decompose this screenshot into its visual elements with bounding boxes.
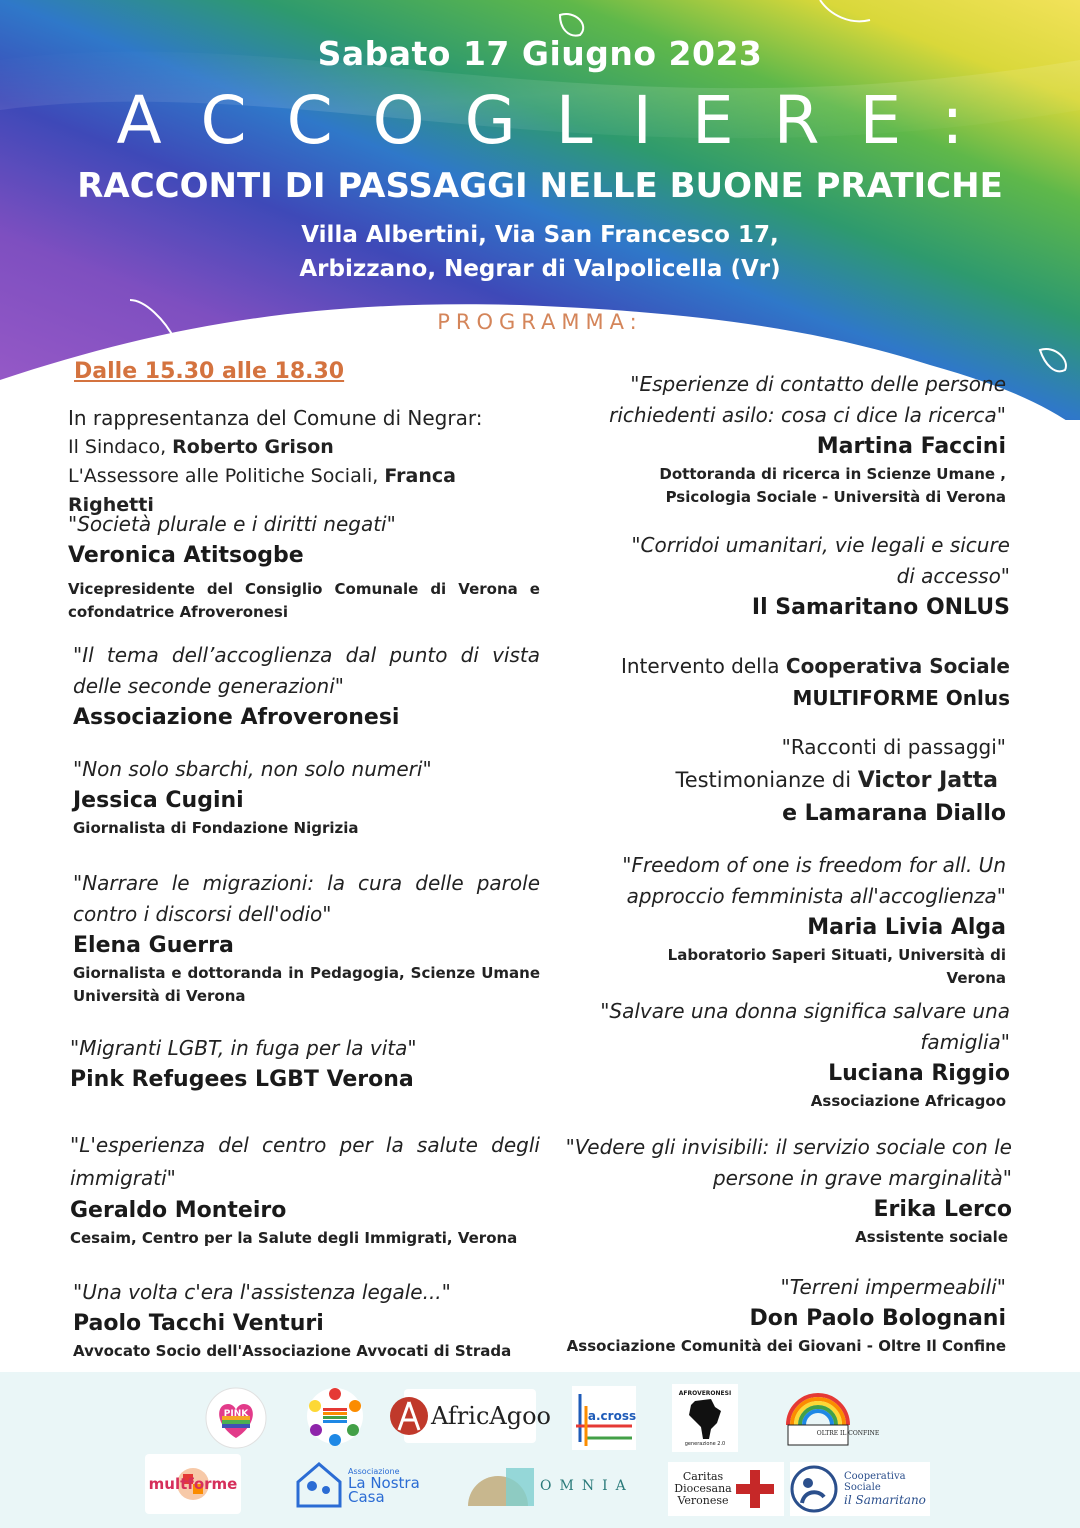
speaker-role: Laboratorio Saperi Situati, Università di Verona [667, 946, 1006, 987]
africagoo-icon [389, 1396, 429, 1436]
speaker-name: Jessica Cugini [73, 788, 244, 813]
people-circle-icon [303, 1384, 367, 1448]
samaritano-text: Cooperativa Sociale il Samaritano [844, 1471, 926, 1507]
venue-line-2: Arbizzano, Negrar di Valpolicella (Vr) [299, 256, 781, 282]
venue-line-1: Villa Albertini, Via San Francesco 17, [301, 222, 779, 248]
omnia-logo [466, 1464, 636, 1508]
speaker-name: Maria Livia Alga [807, 915, 1006, 940]
talk-title: "Esperienze di contatto delle persone richiedenti asilo: cosa ci dice la ricerca" [609, 372, 1006, 427]
speaker-role: Dottoranda di ricerca in Scienze Umane , Psicologia Sociale - Università di Verona [659, 465, 1006, 506]
svg-text:PINK: PINK [223, 1409, 249, 1419]
talk-intro: Testimonianze di Victor Jatta [675, 768, 998, 793]
talk-title: "Freedom of one is freedom for all. Un approccio femminista all'accoglienza" [622, 853, 1006, 908]
program-item [560, 732, 1010, 830]
speaker-name: Pink Refugees LGBT Verona [70, 1067, 414, 1092]
speaker-name: e Lamarana Diallo [782, 801, 1006, 826]
event-date: Sabato 17 Giugno 2023 [317, 34, 763, 73]
comune-line-2: L'Assessore alle Politiche Sociali, Franca Righetti [68, 465, 456, 516]
talk-title: "Racconti di passaggi" [781, 735, 1006, 759]
speaker-name: Paolo Tacchi Venturi [73, 1311, 324, 1336]
speaker-name: Veronica Atitsogbe [68, 543, 304, 568]
comune-line-1: Il Sindaco, Roberto Grison [68, 436, 334, 458]
africa-map-icon [685, 1397, 725, 1441]
africagoo-logo [404, 1389, 551, 1443]
speaker-name: Geraldo Monteiro [70, 1198, 287, 1223]
program-item [68, 1277, 540, 1363]
talk-title: "Terreni impermeabili" [780, 1275, 1006, 1299]
program-left-column [68, 356, 540, 1360]
omnia-text: OMNIA [540, 1478, 634, 1494]
program-heading: PROGRAMMA: [437, 310, 643, 334]
speaker-role: Cesaim, Centro per la Salute degli Immigrati, Verona [70, 1229, 518, 1247]
house-people-icon [294, 1460, 344, 1510]
program-item [68, 1129, 540, 1250]
talk-title: "Corridoi umanitari, vie legali e sicure di accesso" [631, 533, 1010, 588]
program-item [68, 509, 540, 624]
speaker-name: Martina Faccini [816, 434, 1006, 459]
samaritano-icon [790, 1465, 838, 1513]
program-item [68, 640, 540, 734]
program-item [560, 996, 1010, 1113]
speaker-name: Don Paolo Bolognani [749, 1306, 1006, 1331]
talk-title: "Migranti LGBT, in fuga per la vita" [70, 1036, 417, 1060]
program-item [68, 868, 540, 1008]
comune-intro: In rappresentanza del Comune di Negrar: [68, 406, 483, 430]
africagoo-text: AfricAgoo [431, 1402, 551, 1430]
talk-title: "L'esperienza del centro per la salute degli immigrati" [70, 1133, 540, 1190]
event-subtitle: RACCONTI DI PASSAGGI NELLE BUONE PRATICHE [77, 166, 1003, 206]
multiforme-text: multforme [148, 1475, 238, 1493]
across-icon [572, 1386, 636, 1450]
community-circle-logo [303, 1384, 367, 1448]
pink-refugees-logo [204, 1386, 268, 1450]
across-logo [572, 1386, 636, 1450]
talk-title: "Il tema dell’accoglienza dal punto di vista delle seconde generazioni" [73, 643, 540, 698]
speaker-role: Vicepresidente del Consiglio Comunale di Verona e cofondatrice Afroveronesi [68, 580, 540, 621]
program-item [560, 369, 1010, 509]
talk-title: "Vedere gli invisibili: il servizio sociale con le persone in grave marginalità" [565, 1135, 1012, 1190]
oltre-il-confine-logo [782, 1385, 880, 1449]
program-item [560, 850, 1010, 990]
caritas-cross-icon [732, 1466, 778, 1512]
speaker-role: Associazione Africagoo [810, 1092, 1006, 1110]
program-item [560, 1272, 1010, 1358]
afroveronesi-top-text: AFROVERONESI [678, 1389, 732, 1397]
afroveronesi-logo [672, 1384, 738, 1452]
talk-title: "Una volta c'era l'assistenza legale..." [73, 1280, 451, 1304]
talk-title: "Narrare le migrazioni: la cura delle parole contro i discorsi dell'odio" [73, 871, 540, 926]
rainbow-heart-icon [204, 1386, 268, 1450]
program-item [68, 754, 540, 840]
speaker-role: Giornalista di Fondazione Nigrizia [73, 819, 359, 837]
speaker-name: Il Samaritano ONLUS [751, 595, 1010, 620]
speaker-name: MULTIFORME Onlus [792, 686, 1010, 710]
speaker-role: Giornalista e dottoranda in Pedagogia, Scienze Umane Università di Verona [73, 964, 540, 1005]
program-item [558, 1132, 1012, 1249]
speaker-name: Associazione Afroveronesi [73, 705, 400, 730]
program-item [68, 1033, 540, 1096]
comune-block [68, 404, 540, 520]
speaker-name: Erika Lerco [873, 1197, 1012, 1222]
speaker-name: Luciana Riggio [828, 1061, 1010, 1086]
program-item [560, 530, 1010, 624]
multiforme-logo [145, 1454, 241, 1514]
speaker-name: Elena Guerra [73, 933, 234, 958]
caritas-logo [668, 1462, 784, 1516]
la-nostra-casa-logo [294, 1452, 434, 1518]
event-title: ACCOGLIERE: [116, 82, 1004, 159]
speaker-role: Associazione Comunità dei Giovani - Oltre Il Confine [566, 1337, 1006, 1355]
il-samaritano-logo [790, 1462, 930, 1516]
partner-logos [0, 1372, 1080, 1528]
speaker-role: Avvocato Socio dell'Associazione Avvocati di Strada [73, 1342, 512, 1360]
talk-title: "Società plurale e i diritti negati" [68, 512, 396, 536]
rainbow-arch-icon [782, 1385, 880, 1449]
la-nostra-casa-text: Associazione La Nostra Casa [348, 1466, 420, 1506]
afroveronesi-bottom-text: generazione 2.0 [684, 1440, 726, 1447]
talk-title: "Salvare una donna significa salvare una famiglia" [600, 999, 1010, 1054]
time-range: Dalle 15.30 alle 18.30 [74, 359, 345, 384]
caritas-text: Caritas Diocesana Veronese [674, 1470, 732, 1507]
svg-text:OLTRE IL CONFINE: OLTRE IL CONFINE [816, 1430, 880, 1437]
program-item [560, 650, 1010, 714]
speaker-role: Assistente sociale [855, 1228, 1008, 1246]
svg-text:a.cross: a.cross [587, 1409, 637, 1423]
omnia-icon [466, 1464, 536, 1508]
talk-title: "Non solo sbarchi, non solo numeri" [73, 757, 432, 781]
talk-intro: Intervento della Cooperativa Sociale [620, 654, 1010, 678]
